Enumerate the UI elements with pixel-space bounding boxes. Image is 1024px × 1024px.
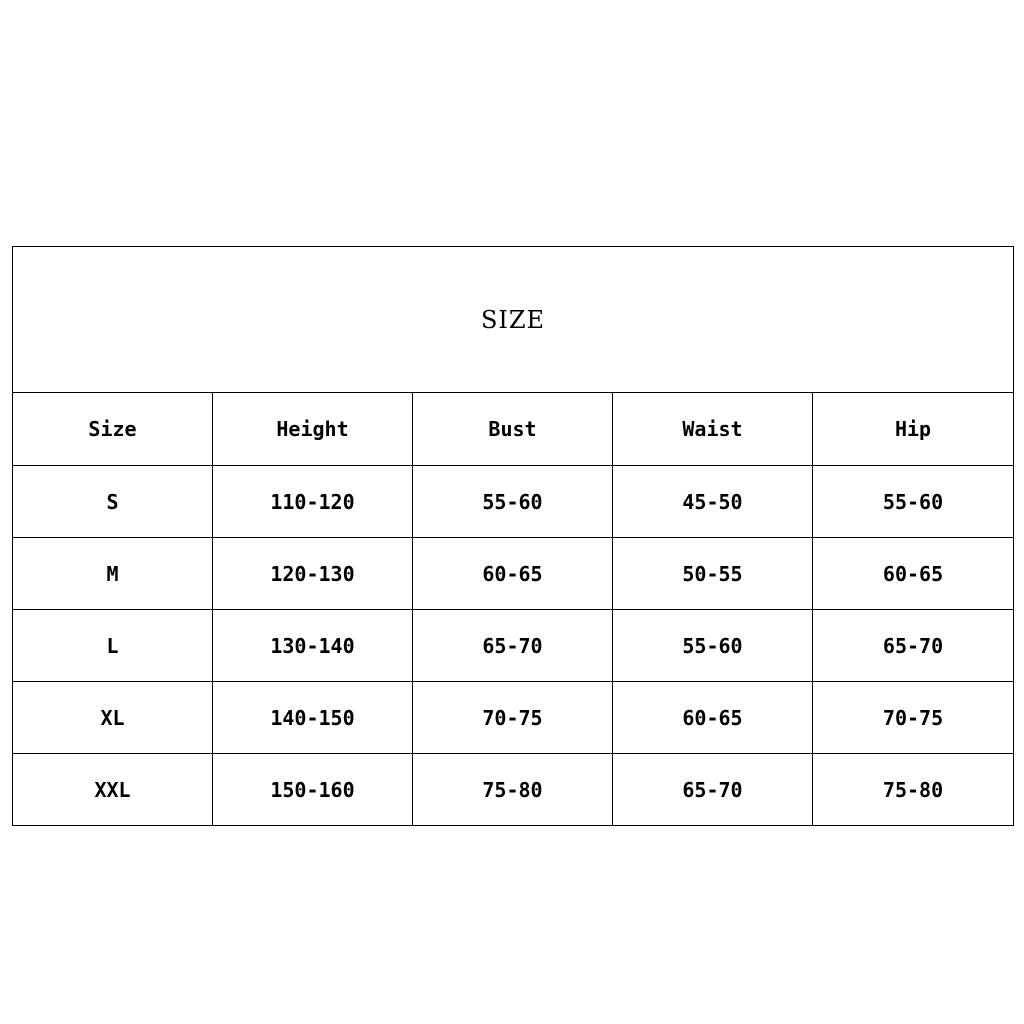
cell-waist: 65-70 <box>613 754 813 826</box>
column-header-waist: Waist <box>613 393 813 466</box>
cell-bust: 60-65 <box>413 538 613 610</box>
cell-hip: 55-60 <box>813 466 1014 538</box>
cell-size: XXL <box>13 754 213 826</box>
column-header-size: Size <box>13 393 213 466</box>
cell-size: S <box>13 466 213 538</box>
table-row <box>13 754 1014 826</box>
table-row <box>13 682 1014 754</box>
cell-height: 110-120 <box>213 466 413 538</box>
cell-size: M <box>13 538 213 610</box>
cell-waist: 55-60 <box>613 610 813 682</box>
cell-hip: 70-75 <box>813 682 1014 754</box>
cell-bust: 65-70 <box>413 610 613 682</box>
cell-waist: 45-50 <box>613 466 813 538</box>
title-row <box>13 247 1014 393</box>
cell-hip: 75-80 <box>813 754 1014 826</box>
cell-bust: 75-80 <box>413 754 613 826</box>
cell-height: 140-150 <box>213 682 413 754</box>
table-row <box>13 610 1014 682</box>
column-header-bust: Bust <box>413 393 613 466</box>
cell-size: XL <box>13 682 213 754</box>
table-row <box>13 538 1014 610</box>
cell-waist: 60-65 <box>613 682 813 754</box>
column-header-hip: Hip <box>813 393 1014 466</box>
cell-height: 120-130 <box>213 538 413 610</box>
cell-hip: 60-65 <box>813 538 1014 610</box>
cell-size: L <box>13 610 213 682</box>
cell-height: 150-160 <box>213 754 413 826</box>
cell-height: 130-140 <box>213 610 413 682</box>
table-title: SIZE <box>13 247 1014 393</box>
cell-bust: 70-75 <box>413 682 613 754</box>
column-header-height: Height <box>213 393 413 466</box>
size-chart-table <box>12 246 1014 826</box>
header-row <box>13 393 1014 466</box>
cell-bust: 55-60 <box>413 466 613 538</box>
cell-hip: 65-70 <box>813 610 1014 682</box>
cell-waist: 50-55 <box>613 538 813 610</box>
table-row <box>13 466 1014 538</box>
